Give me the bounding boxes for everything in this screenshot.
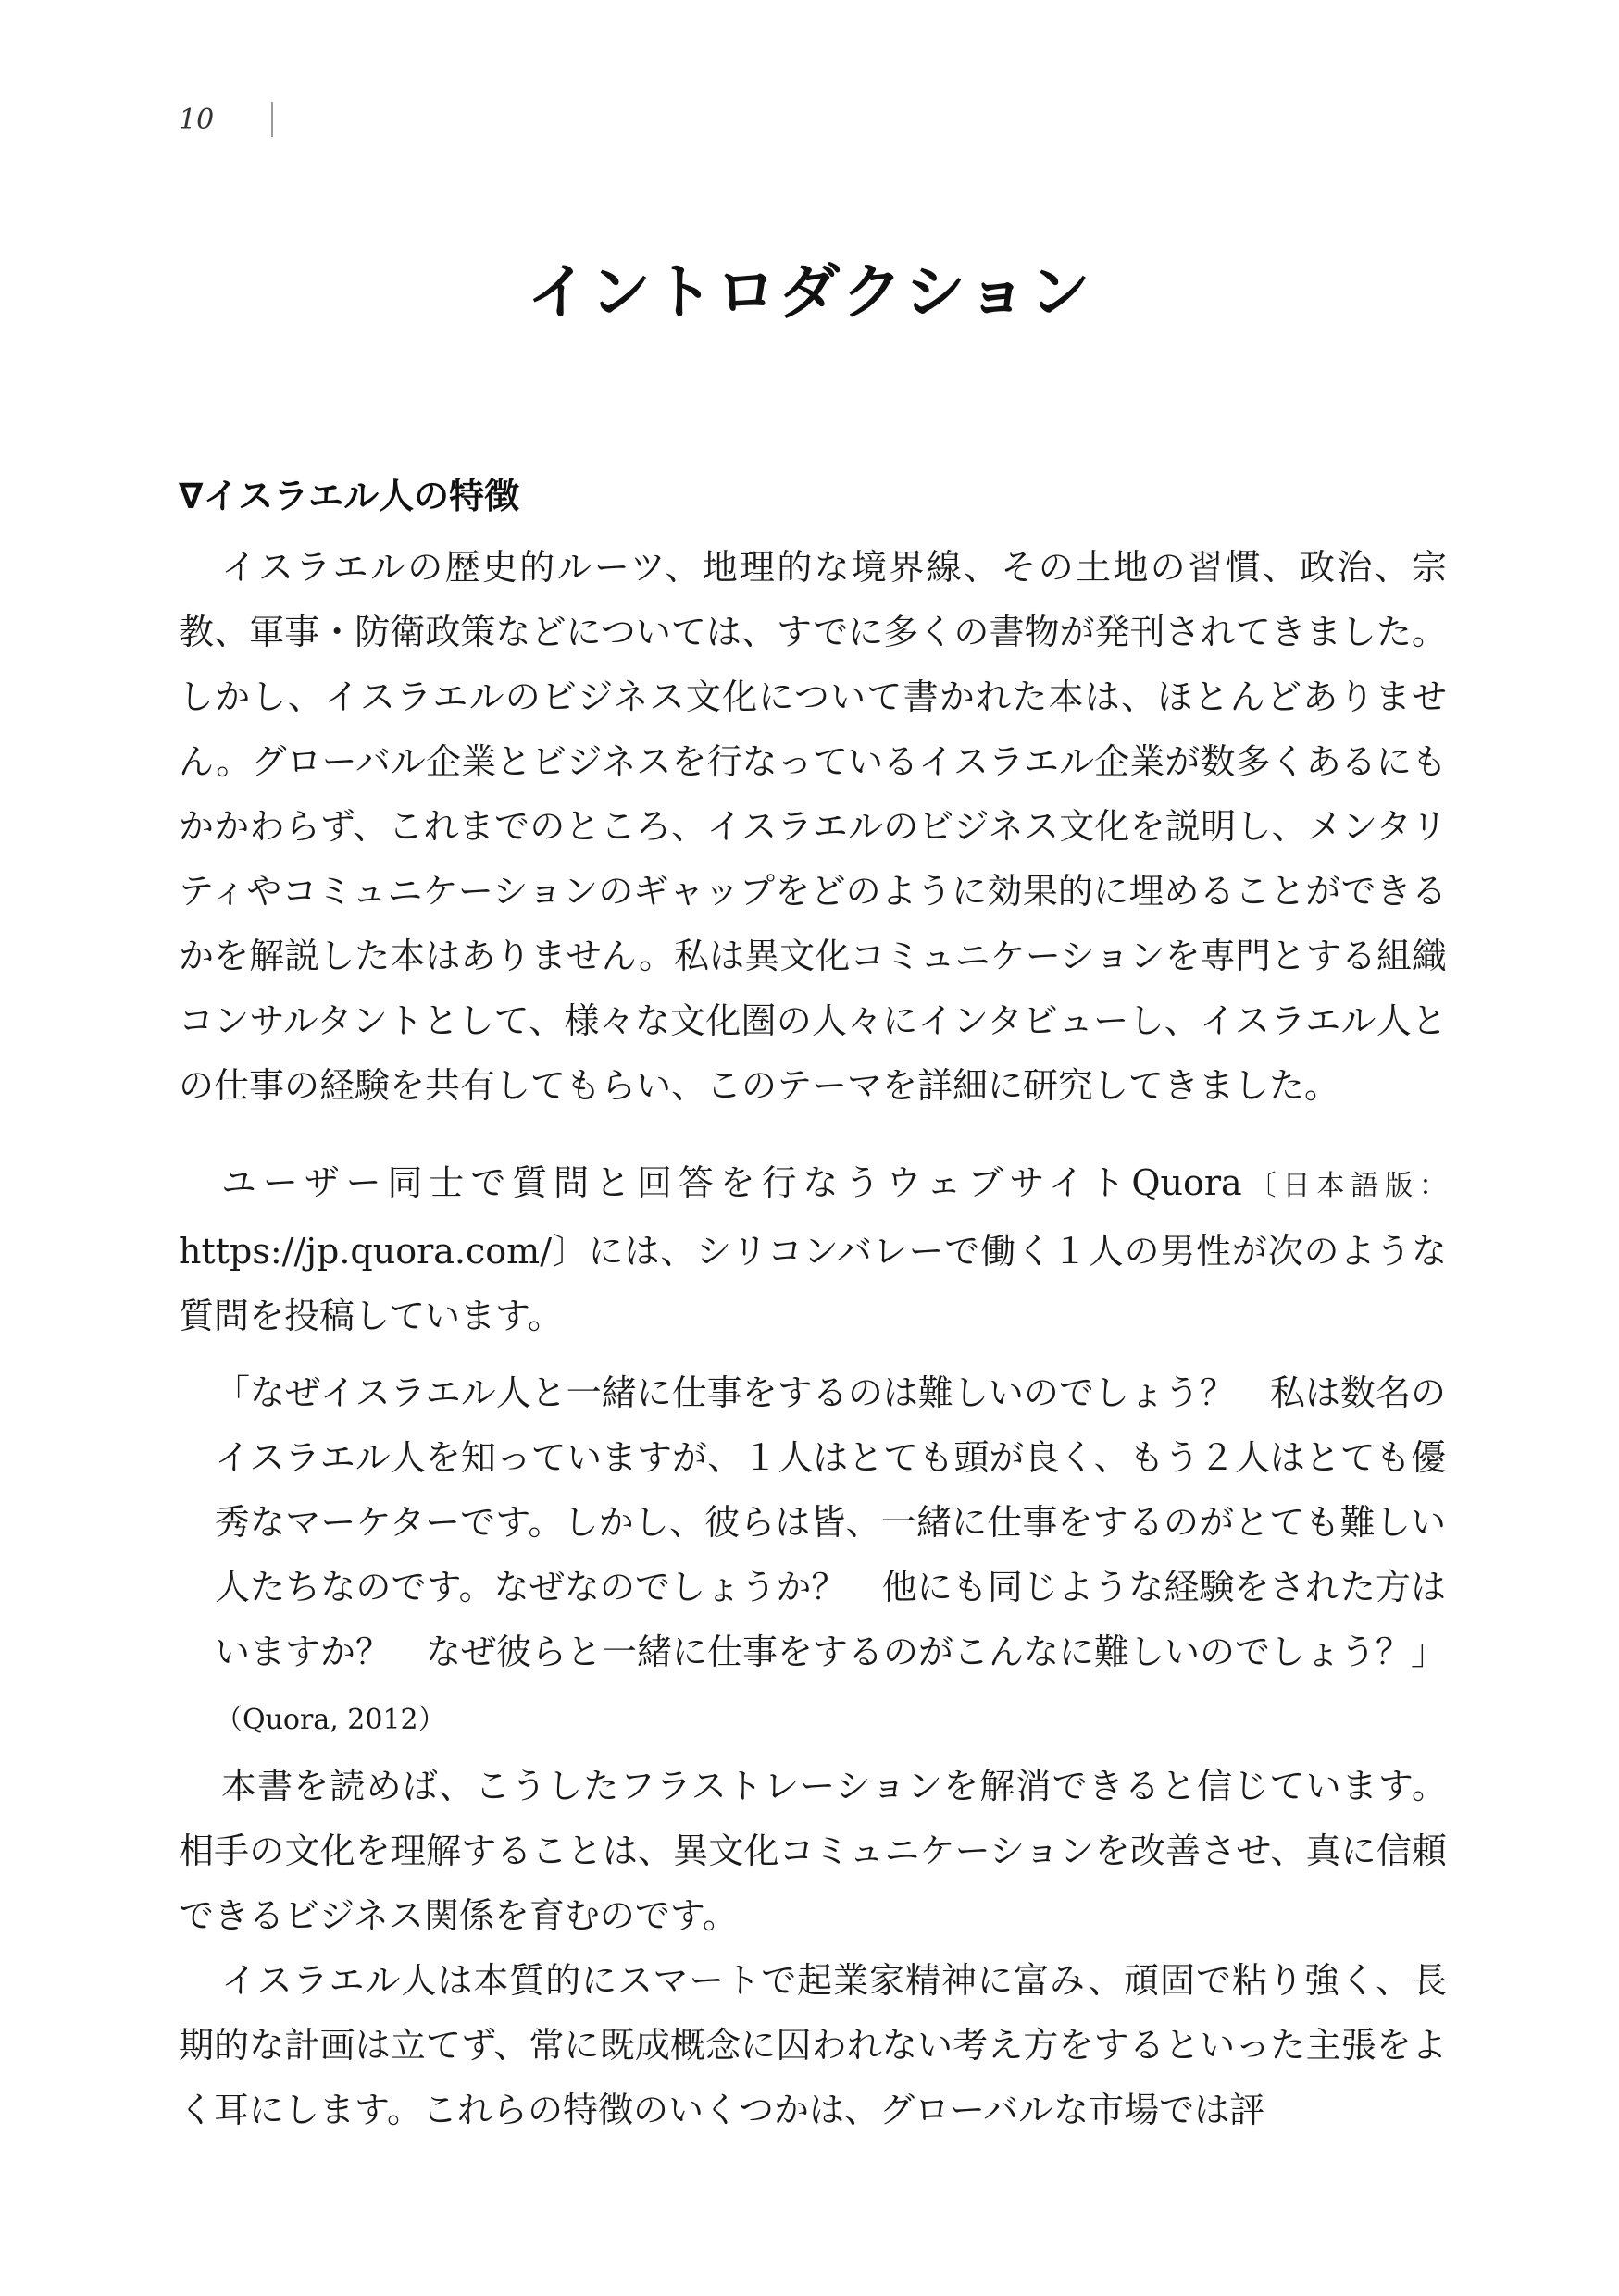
body-paragraph-3: 本書を読めば、こうしたフラストレーションを解消できると信じています。相手の文化を理解することは、異文化コミュニケーションを改善させ、真に信頼できるビジネス関係を育むのです。 xyxy=(179,1766,1447,1936)
quora-name: Quora xyxy=(1131,1162,1242,1203)
body-paragraph-4: イスラエル人は本質的にスマートで起業家精神に富み、頑固で粘り強く、長期的な計画は立てず、常に既成概念に囚われない考え方をするといった主張をよく耳にします。これらの特徴のいくつかは、グローバルな市場では評 xyxy=(179,1960,1447,2130)
quora-url: https://jp.quora.com/ xyxy=(179,1231,553,1272)
chapter-title: イントロダクション xyxy=(527,256,1092,328)
japanese-edition-note: 〔日本語版： xyxy=(1241,1170,1447,1202)
body-paragraph-1: イスラエルの歴史的ルーツ、地理的な境界線、その土地の習慣、政治、宗教、軍事・防衛政策などについては、すでに多くの書物が発刊されてきました。しかし、イスラエルのビジネス文化について書かれた本は、ほとんどありません。グローバル企業とビジネスを行なっているイスラエル企業が数多くあるにもかかわらず、これまでのところ、イスラエルのビジネス文化を説明し、メンタリティやコミュニケーションのギャップをどのように効果的に埋めることができるかを解説した本はありません。私は異文化コミュニケーションを専門とする組織コンサルタントとして、様々な文化圏の人々にインタビューし、イスラエル人との仕事の経験を共有してもらい、このテーマを詳細に研究してきました。 xyxy=(179,547,1447,1106)
paragraph-2-text-b: 〕には、シリコンバレーで働く１人の男性が次のような質問を投稿しています。 xyxy=(179,1231,1447,1336)
quote-citation: （Quora, 2012） xyxy=(215,1704,446,1736)
section-heading: ∇イスラエル人の特徴 xyxy=(179,476,520,516)
body-paragraph-2 xyxy=(179,1150,1447,1348)
running-header xyxy=(179,96,214,143)
page-number: 10 xyxy=(179,103,215,136)
quote-text: 「なぜイスラエル人と一緒に仕事をするのは難しいのでしょう？ 私は数名のイスラエル人を知っていますが、１人はとても頭が良く、もう２人はとても優秀なマーケターです。しかし、彼らは皆、一緒に仕事をするのがとても難しい人たちなのです。なぜなのでしょうか？ 他にも同じような経験をされた方はいますか？ なぜ彼らと一緒に仕事をするのがこんなに難しいのでしょう？」 xyxy=(215,1372,1447,1672)
paragraph-2-text-a: ユーザー同士で質問と回答を行なうウェブサイト xyxy=(221,1162,1132,1203)
header-divider xyxy=(271,102,273,137)
block-quote xyxy=(215,1360,1446,1753)
